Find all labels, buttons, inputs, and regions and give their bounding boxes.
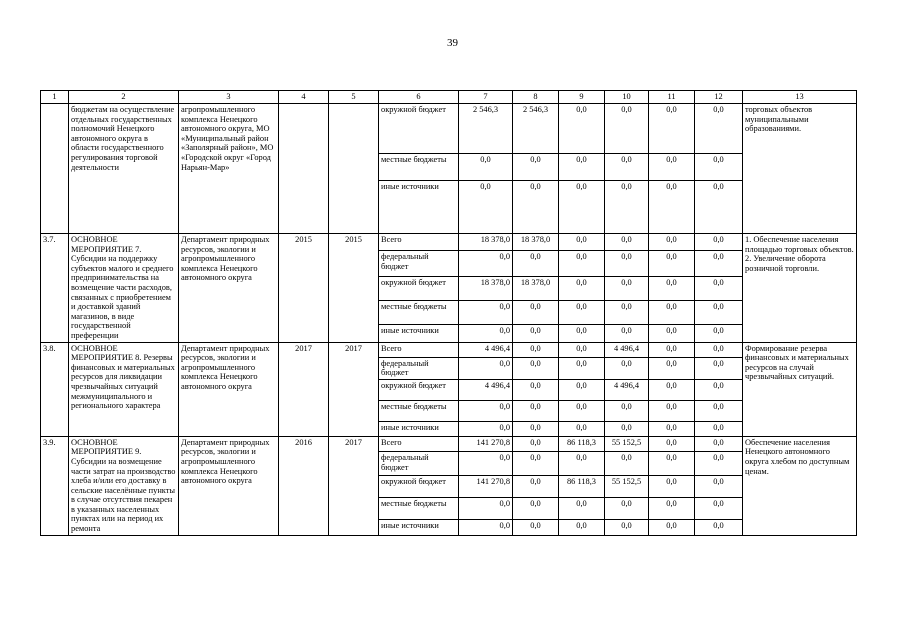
funding-row <box>41 436 857 452</box>
value-cell: 0,0 <box>649 301 695 325</box>
value-cell: 0,0 <box>605 181 649 234</box>
value-cell: 0,0 <box>605 301 649 325</box>
value-cell: 0,0 <box>695 519 743 535</box>
value-cell: 0,0 <box>459 452 513 475</box>
value-cell: 0,0 <box>513 400 559 421</box>
value-cell: 0,0 <box>459 421 513 436</box>
end-year-cell <box>329 104 379 234</box>
value-cell: 0,0 <box>649 104 695 154</box>
value-cell: 0,0 <box>695 475 743 497</box>
value-cell: 0,0 <box>459 154 513 181</box>
value-cell: 0,0 <box>559 301 605 325</box>
value-cell: 0,0 <box>459 325 513 342</box>
row-number-cell: 3.7. <box>41 234 69 343</box>
value-cell: 4 496,4 <box>459 342 513 357</box>
funding-source-cell: местные бюджеты <box>379 497 459 519</box>
value-cell: 0,0 <box>513 342 559 357</box>
value-cell: 0,0 <box>513 181 559 234</box>
value-cell: 0,0 <box>513 357 559 379</box>
executor-cell: агропромышленного комплекса Ненецкого автономного округа, МО «Муниципальный район «Заполярный район», МО «Городской округ «Город Нарьян-Мар» <box>179 104 279 234</box>
value-cell: 0,0 <box>649 475 695 497</box>
value-cell: 0,0 <box>649 276 695 300</box>
funding-source-cell: федеральный бюджет <box>379 251 459 277</box>
value-cell: 4 496,4 <box>605 342 649 357</box>
value-cell: 0,0 <box>649 154 695 181</box>
header-cell: 6 <box>379 91 459 104</box>
value-cell: 0,0 <box>695 436 743 452</box>
value-cell: 0,0 <box>605 276 649 300</box>
header-cell: 7 <box>459 91 513 104</box>
value-cell: 0,0 <box>559 452 605 475</box>
value-cell: 0,0 <box>695 400 743 421</box>
funding-source-cell: местные бюджеты <box>379 400 459 421</box>
value-cell: 0,0 <box>649 342 695 357</box>
value-cell: 0,0 <box>459 251 513 277</box>
value-cell: 0,0 <box>605 452 649 475</box>
value-cell: 0,0 <box>649 497 695 519</box>
value-cell: 0,0 <box>559 234 605 251</box>
value-cell: 0,0 <box>513 325 559 342</box>
funding-source-cell: Всего <box>379 342 459 357</box>
value-cell: 0,0 <box>695 234 743 251</box>
executor-cell: Департамент природных ресурсов, экологии и агропромышленного комплекса Ненецкого автономного округа <box>179 234 279 343</box>
value-cell: 0,0 <box>513 497 559 519</box>
value-cell: 0,0 <box>605 154 649 181</box>
value-cell: 0,0 <box>649 325 695 342</box>
header-cell: 2 <box>69 91 179 104</box>
value-cell: 0,0 <box>605 234 649 251</box>
value-cell: 4 496,4 <box>459 379 513 400</box>
value-cell: 0,0 <box>649 452 695 475</box>
value-cell: 0,0 <box>605 104 649 154</box>
value-cell: 0,0 <box>695 421 743 436</box>
header-cell: 12 <box>695 91 743 104</box>
value-cell: 0,0 <box>513 452 559 475</box>
funding-source-cell: федеральный бюджет <box>379 357 459 379</box>
value-cell: 0,0 <box>649 251 695 277</box>
start-year-cell <box>279 104 329 234</box>
value-cell: 0,0 <box>559 421 605 436</box>
header-cell: 10 <box>605 91 649 104</box>
funding-source-cell: окружной бюджет <box>379 379 459 400</box>
funding-source-cell: иные источники <box>379 421 459 436</box>
value-cell: 0,0 <box>649 181 695 234</box>
value-cell: 0,0 <box>695 104 743 154</box>
value-cell: 0,0 <box>513 379 559 400</box>
value-cell: 0,0 <box>513 519 559 535</box>
funding-source-cell: иные источники <box>379 519 459 535</box>
header-cell: 3 <box>179 91 279 104</box>
funding-source-cell: иные источники <box>379 181 459 234</box>
value-cell: 0,0 <box>513 436 559 452</box>
value-cell: 0,0 <box>605 497 649 519</box>
value-cell: 0,0 <box>513 301 559 325</box>
value-cell: 55 152,5 <box>605 436 649 452</box>
start-year-cell: 2017 <box>279 342 329 436</box>
value-cell: 0,0 <box>559 400 605 421</box>
value-cell: 0,0 <box>559 181 605 234</box>
value-cell: 141 270,8 <box>459 436 513 452</box>
program-measures-table <box>40 90 857 536</box>
value-cell: 0,0 <box>695 181 743 234</box>
value-cell: 0,0 <box>459 497 513 519</box>
value-cell: 0,0 <box>649 519 695 535</box>
funding-source-cell: окружной бюджет <box>379 475 459 497</box>
funding-row <box>41 342 857 357</box>
value-cell: 0,0 <box>695 251 743 277</box>
value-cell: 0,0 <box>559 276 605 300</box>
value-cell: 0,0 <box>559 325 605 342</box>
value-cell: 18 378,0 <box>459 234 513 251</box>
measure-name-cell: бюджетам на осуществление отдельных государственных полномочий Ненецкого автономного округа в области государственного регулирования торговой деятельности <box>69 104 179 234</box>
expected-result-cell: 1. Обеспечение населения площадью торговых объектов. 2. Увеличение оборота розничной торговли. <box>743 234 857 343</box>
funding-source-cell: федеральный бюджет <box>379 452 459 475</box>
value-cell: 0,0 <box>695 452 743 475</box>
value-cell: 2 546,3 <box>513 104 559 154</box>
value-cell: 0,0 <box>649 357 695 379</box>
funding-source-cell: местные бюджеты <box>379 154 459 181</box>
value-cell: 0,0 <box>605 325 649 342</box>
value-cell: 18 378,0 <box>459 276 513 300</box>
row-number-cell: 3.8. <box>41 342 69 436</box>
value-cell: 86 118,3 <box>559 475 605 497</box>
value-cell: 0,0 <box>649 436 695 452</box>
page-number: 39 <box>447 37 458 49</box>
value-cell: 0,0 <box>513 251 559 277</box>
header-row <box>41 91 857 104</box>
start-year-cell: 2016 <box>279 436 329 535</box>
value-cell: 0,0 <box>559 357 605 379</box>
funding-source-cell: местные бюджеты <box>379 301 459 325</box>
header-cell: 4 <box>279 91 329 104</box>
value-cell: 0,0 <box>559 104 605 154</box>
executor-cell: Департамент природных ресурсов, экологии и агропромышленного комплекса Ненецкого автономного округа <box>179 342 279 436</box>
value-cell: 0,0 <box>559 497 605 519</box>
value-cell: 0,0 <box>605 251 649 277</box>
funding-source-cell: Всего <box>379 436 459 452</box>
value-cell: 0,0 <box>695 379 743 400</box>
value-cell: 141 270,8 <box>459 475 513 497</box>
row-number-cell: 3.9. <box>41 436 69 535</box>
value-cell: 0,0 <box>513 475 559 497</box>
value-cell: 0,0 <box>695 276 743 300</box>
value-cell: 0,0 <box>695 301 743 325</box>
executor-cell: Департамент природных ресурсов, экологии и агропромышленного комплекса Ненецкого автономного округа <box>179 436 279 535</box>
value-cell: 0,0 <box>695 325 743 342</box>
value-cell: 0,0 <box>459 301 513 325</box>
header-cell: 9 <box>559 91 605 104</box>
header-cell: 13 <box>743 91 857 104</box>
value-cell: 0,0 <box>459 400 513 421</box>
value-cell: 0,0 <box>559 379 605 400</box>
end-year-cell: 2017 <box>329 342 379 436</box>
value-cell: 0,0 <box>605 400 649 421</box>
header-cell: 5 <box>329 91 379 104</box>
funding-source-cell: иные источники <box>379 325 459 342</box>
value-cell: 0,0 <box>559 519 605 535</box>
value-cell: 0,0 <box>559 154 605 181</box>
end-year-cell: 2017 <box>329 436 379 535</box>
header-cell: 8 <box>513 91 559 104</box>
start-year-cell: 2015 <box>279 234 329 343</box>
funding-source-cell: окружной бюджет <box>379 104 459 154</box>
row-number-cell <box>41 104 69 234</box>
value-cell: 0,0 <box>695 497 743 519</box>
expected-result-cell: Формирование резерва финансовых и материальных ресурсов на случай чрезвычайных ситуаций. <box>743 342 857 436</box>
value-cell: 18 378,0 <box>513 276 559 300</box>
header-cell: 1 <box>41 91 69 104</box>
funding-source-cell: Всего <box>379 234 459 251</box>
header-cell: 11 <box>649 91 695 104</box>
value-cell: 0,0 <box>649 400 695 421</box>
value-cell: 0,0 <box>695 357 743 379</box>
expected-result-cell: Обеспечение населения Ненецкого автономного округа хлебом по доступным ценам. <box>743 436 857 535</box>
funding-source-cell: окружной бюджет <box>379 276 459 300</box>
value-cell: 18 378,0 <box>513 234 559 251</box>
value-cell: 0,0 <box>649 234 695 251</box>
value-cell: 0,0 <box>649 421 695 436</box>
value-cell: 55 152,5 <box>605 475 649 497</box>
value-cell: 2 546,3 <box>459 104 513 154</box>
value-cell: 0,0 <box>649 379 695 400</box>
funding-row <box>41 104 857 154</box>
value-cell: 0,0 <box>459 519 513 535</box>
measure-name-cell: ОСНОВНОЕ МЕРОПРИЯТИЕ 9. Субсидии на возмещение части затрат на производство хлеба и/или его доставку в сельские населённые пункты в случае отсутствия пекарен в указанных населенных пунктах или на период их ремонта <box>69 436 179 535</box>
value-cell: 4 496,4 <box>605 379 649 400</box>
end-year-cell: 2015 <box>329 234 379 343</box>
value-cell: 0,0 <box>695 154 743 181</box>
value-cell: 86 118,3 <box>559 436 605 452</box>
value-cell: 0,0 <box>605 519 649 535</box>
expected-result-cell: торговых объектов муниципальными образованиями. <box>743 104 857 234</box>
funding-row <box>41 234 857 251</box>
value-cell: 0,0 <box>513 154 559 181</box>
value-cell: 0,0 <box>559 251 605 277</box>
value-cell: 0,0 <box>695 342 743 357</box>
value-cell: 0,0 <box>513 421 559 436</box>
measure-name-cell: ОСНОВНОЕ МЕРОПРИЯТИЕ 7. Субсидии на поддержку субъектов малого и среднего предпринимательства на возмещение части расходов, связанных с приобретением и доставкой зданий магазинов, в виде государственной преференции <box>69 234 179 343</box>
value-cell: 0,0 <box>559 342 605 357</box>
value-cell: 0,0 <box>459 357 513 379</box>
value-cell: 0,0 <box>605 357 649 379</box>
value-cell: 0,0 <box>459 181 513 234</box>
value-cell: 0,0 <box>605 421 649 436</box>
measure-name-cell: ОСНОВНОЕ МЕРОПРИЯТИЕ 8. Резервы финансовых и материальных ресурсов для ликвидации чрезвычайных ситуаций межмуниципального и регионального характера <box>69 342 179 436</box>
